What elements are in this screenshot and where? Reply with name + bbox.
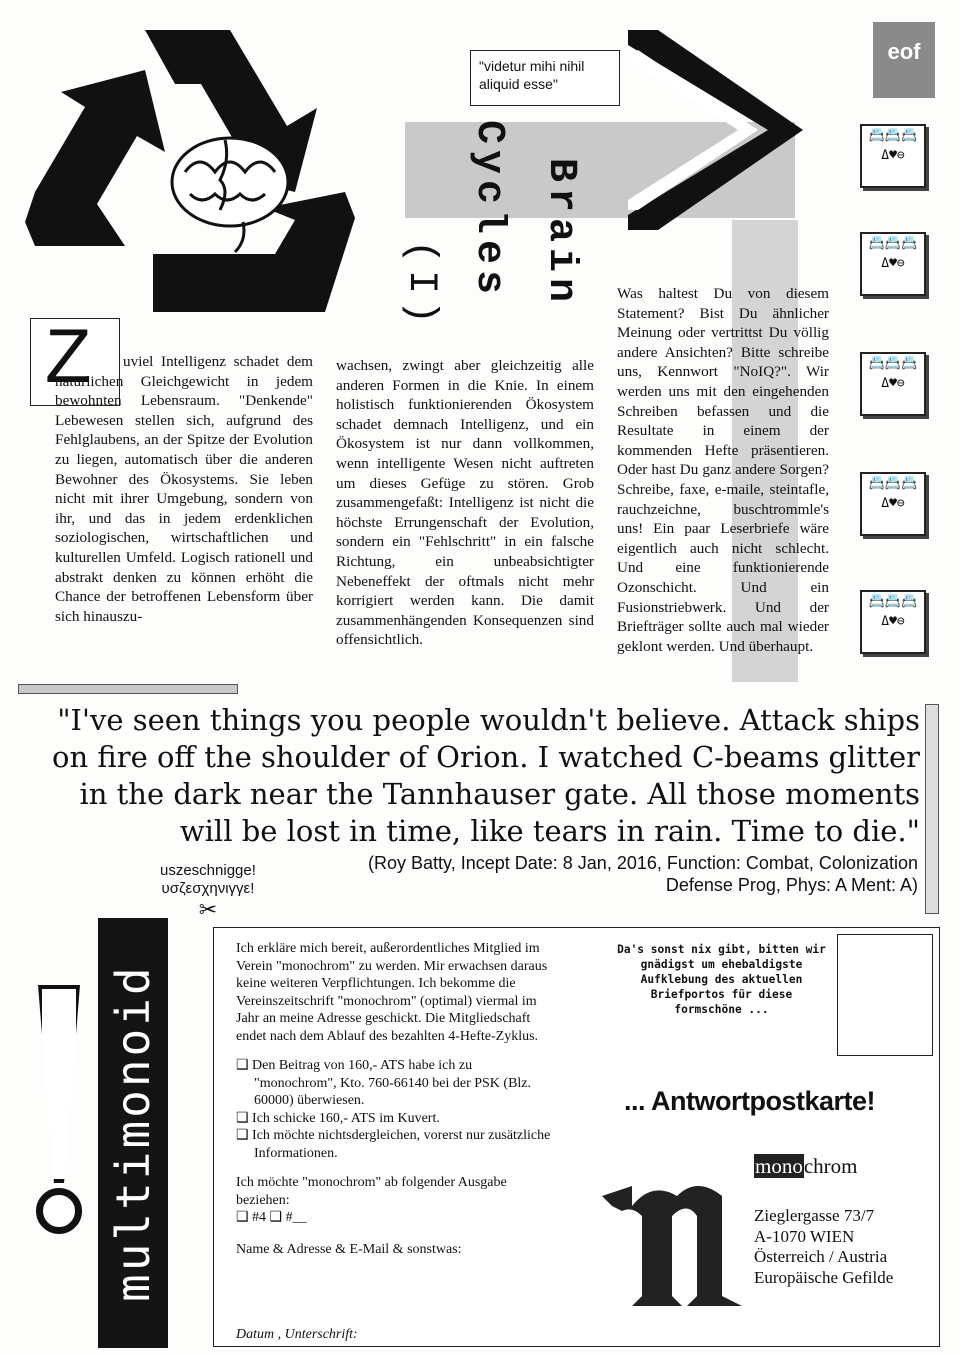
quote-attribution: (Roy Batty, Incept Date: 8 Jan, 2016, Function: Combat, Colonization Defense Prog, Phys: A Ment: A)	[368, 853, 918, 895]
eof-badge	[873, 22, 935, 98]
quote-side-bar	[925, 704, 939, 914]
file-icons-card	[860, 232, 926, 296]
latin-quote: "videtur mihi nihil aliquid esse"	[479, 58, 585, 92]
icon-row: Δ♥⊖	[881, 614, 905, 629]
multimonoid-logo: multimonoid	[106, 964, 160, 1302]
chevron-graphic	[628, 30, 808, 230]
icon-row: 📇📇📇	[868, 476, 918, 491]
eof-label: eof	[887, 39, 921, 64]
address-line: Zieglergasse 73/7	[754, 1206, 875, 1225]
icon-row: Δ♥⊖	[881, 376, 905, 391]
icon-row: 📇📇📇	[868, 594, 918, 609]
blade-runner-quote: "I've seen things you people wouldn't believe. Attack ships on fire off the shoulder of Orion. I watched C-beams glitter in the dark near the Tannhauser gate. All those moments will be lost in time, like tears in rain. Time to die."	[52, 703, 920, 848]
stamp-box	[837, 934, 933, 1056]
icon-row: Δ♥⊖	[881, 148, 905, 163]
address-line: A-1070 WIEN	[754, 1226, 855, 1246]
icon-row: 📇📇📇	[868, 356, 918, 371]
cut-hint-line1: uszeschnigge!	[160, 862, 256, 879]
icon-row: 📇📇📇	[868, 128, 918, 143]
article-column-2	[336, 356, 594, 650]
form-intro: Ich erkläre mich bereit, außerordentliches Mitglied im Verein "monochrom" zu werden. Mir erwachsen daraus keine weiteren Verpflichtungen. Ich bekomme die Vereinszeitschrift "monochrom" (optimal) viermal im Jahr an meine Adresse geschickt. Die Mitgliedschaft endet nach dem Ablauf des bezahlten 4-Hefte-Zyklus.	[236, 941, 548, 1044]
article-text-1: uviel Intelligenz schadet dem natürlichen Gleichgewicht in jedem bewohnten Lebensraum. "Denkende" Lebewesen stellen sich, aufgrund des Fehlglaubens, an der Spitze der Evolution zu liegen, automatisch über die anderen Bewohner des Ökosystems. Sie leben nicht mit ihrer Umgebung, sondern von ihr, und das in jedem erdenklichen soziologischen, wirtschaftlichen und kulturellen Umfeld. Logisch rationell und abstrakt denken zu können erhöht die Chance der betroffenen Lebensform über sich hinauszu-	[55, 353, 313, 625]
form-left	[236, 940, 556, 1342]
icon-row: 📇📇📇	[868, 236, 918, 251]
file-icons-card	[860, 590, 926, 654]
title-brain: Brain	[538, 158, 583, 309]
exclamation-icon	[38, 985, 80, 1183]
monochrom-wordmark	[754, 1154, 858, 1179]
cut-hint-line2: υσζεσχηνιγγε!	[161, 880, 255, 897]
issue-prompt: Ich möchte "monochrom" ab folgender Ausgabe beziehen:	[236, 1175, 507, 1208]
option-envelope[interactable]: ❑ Ich schicke 160,- ATS im Kuvert.	[236, 1110, 440, 1126]
stamp-note: Da's sonst nix gibt, bitten wir gnädigst um ehebaldigste Aufklebung des aktuellen Briefportos für diese formschöne ...	[617, 943, 826, 1016]
recycling-brain-graphic	[25, 22, 370, 322]
icon-row: Δ♥⊖	[881, 256, 905, 271]
postcard-title: ... Antwortpostkarte!	[624, 1086, 876, 1116]
issue-choices[interactable]: ❑ #4 ❑ #__	[236, 1210, 307, 1225]
name-prompt: Name & Adresse & E-Mail & sonstwas:	[236, 1241, 462, 1257]
dropcap-letter: Z	[45, 314, 92, 399]
title-cycles: Cycles	[466, 120, 511, 301]
cut-hint	[160, 862, 256, 922]
signature-prompt: Datum , Unterschrift:	[236, 1327, 358, 1342]
multimonoid-banner	[98, 918, 168, 1348]
file-icons-card	[860, 472, 926, 536]
article-text-3: Was haltest Du von diesem Statement? Bist Du ähnlicher Meinung oder vertrittst Du völlig andere Ansichten? Bitte schreibe uns, Kennwort "NoIQ?". Wir werden uns mit den eingehenden Schreiben befassen und die Resultate in einem der kommenden Hefte präsentieren. Oder hast Du ganz andere Sorgen? Schreibe, faxe, e-maile, steintafle, rauchzeichne, buschtrommle's uns! Ein paar Leserbriefe wäre eigentlich auch nicht schlecht. Und eine funktionierende Ozonschicht. Und ein Fusionstriebwerk. Und der Briefträger sollte auch mal wieder geklont werden. Und überhaupt.	[617, 285, 829, 655]
article-column-3	[617, 284, 829, 656]
icon-row: Δ♥⊖	[881, 496, 905, 511]
address-block	[754, 1206, 893, 1288]
article-column-1	[55, 352, 313, 626]
file-icons-card	[860, 124, 926, 188]
latin-quote-box	[470, 50, 620, 106]
wordmark-chrom: chrom	[803, 1154, 858, 1178]
divider-bar	[18, 684, 238, 694]
monochrom-m-logo	[592, 1156, 752, 1316]
title-suffix: (I)	[398, 240, 443, 331]
wordmark-mono: mono	[755, 1154, 803, 1178]
scissors-icon: ✂	[198, 897, 218, 922]
file-icons-card	[860, 352, 926, 416]
exclamation-dot	[36, 1188, 82, 1234]
membership-form	[213, 927, 940, 1347]
option-transfer[interactable]: ❑ Den Beitrag von 160,- ATS habe ich zu "monochrom", Kto. 760-66140 bei der PSK (Blz. 60000) überwiesen.	[236, 1058, 532, 1108]
address-line: Österreich / Austria	[754, 1247, 888, 1266]
article-text-2: wachsen, zwingt aber gleichzeitig alle anderen Formen in die Knie. In einem holistisch funktionierenden Ökosystem schadet demnach Intelligenz, und ein Ökosystem ist nur dann vollkommen, wenn intelligente Wesen nicht auftreten um dieses Gefüge zu stören. Grob zusammengefaßt: Intelligenz ist nicht die höchste Errungenschaft der Evolution, sondern ein "Fehlschritt" in ein falsche Richtung, ein unbeabsichtigter Nebeneffekt der oftmals nicht mehr korrigiert werden kann. Die damit zusammenhängenden Konsequenzen sind offensichtlich.	[336, 357, 594, 649]
option-info[interactable]: ❑ Ich möchte nichtsdergleichen, vorerst nur zusätzliche Informationen.	[236, 1128, 551, 1161]
address-line: Europäische Gefilde	[754, 1267, 894, 1287]
